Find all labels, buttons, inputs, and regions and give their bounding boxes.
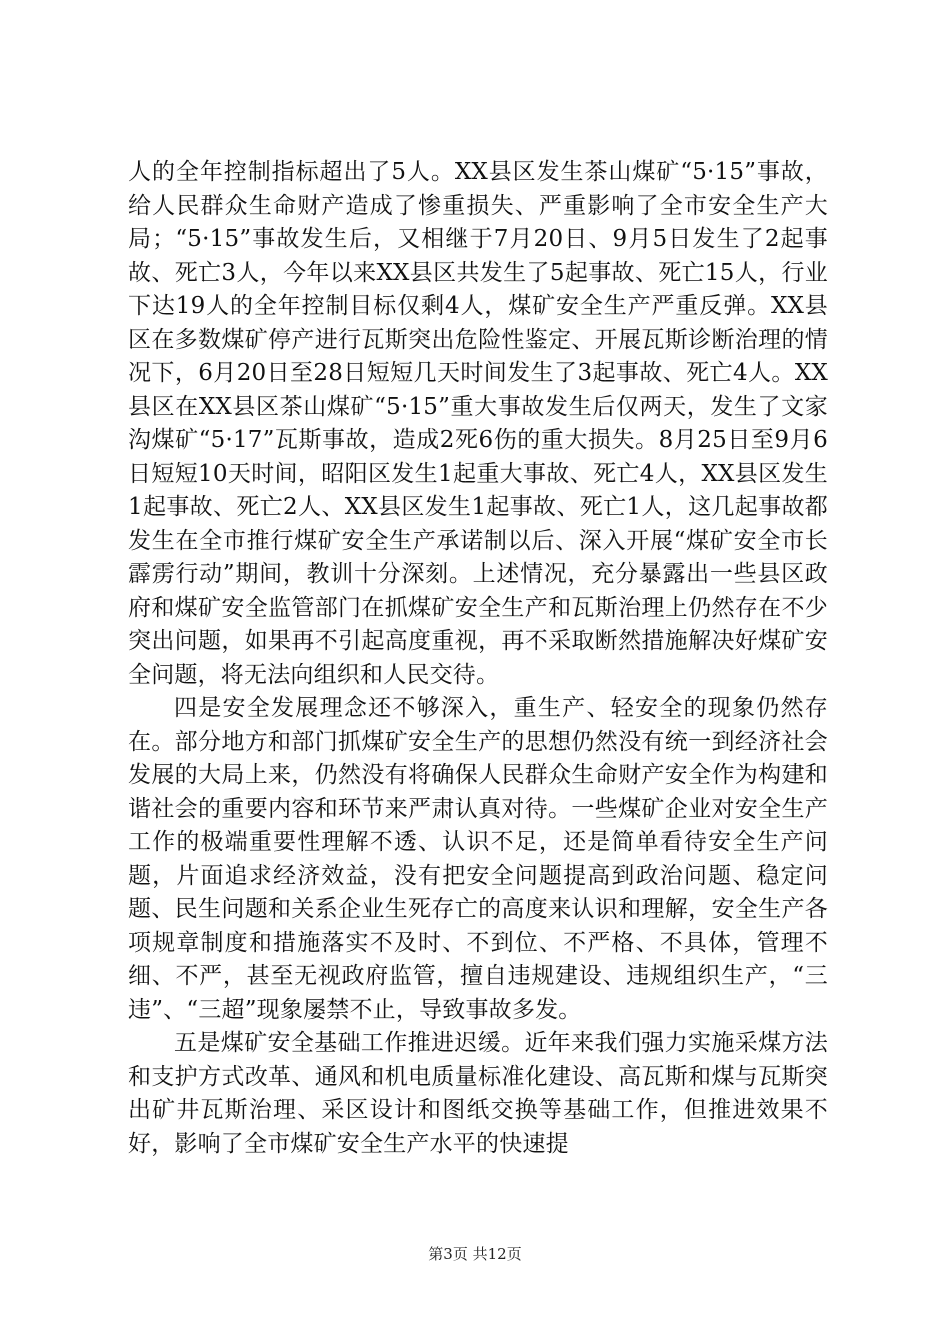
page-footer: 第3页 共12页 (428, 1245, 522, 1263)
paragraph-1: 人的全年控制指标超出了5人。XX县区发生茶山煤矿“5·15”事故，给人民群众生命财产造成了惨重损失、严重影响了全市安全生产大局；“5·15”事故发生后，又相继于7月20日、9月5日发生了2起事故、死亡3人，今年以来XX县区共发生了5起事故、死亡15人，行业下达19人的全年控制目标仅剩4人，煤矿安全生产严重反弹。XX县区在多数煤矿停产进行瓦斯突出危险性鉴定、开展瓦斯诊断治理的情况下，6月20日至28日短短几天时间发生了3起事故、死亡4人。XX县区在XX县区茶山煤矿“5·15”重大事故发生后仅两天，发生了文家沟煤矿“5·17”瓦斯事故，造成2死6伤的重大损失。8月25日至9月6日短短10天时间，昭阳区发生1起重大事故、死亡4人，XX县区发生1起事故、死亡2人、XX县区发生1起事故、死亡1人，这几起事故都发生在全市推行煤矿安全生产承诺制以后、深入开展“煤矿安全市长霹雳行动”期间，教训十分深刻。上述情况，充分暴露出一些县区政府和煤矿安全监管部门在抓煤矿安全生产和瓦斯治理上仍然存在不少突出问题，如果再不引起高度重视，再不采取断然措施解决好煤矿安全问题，将无法向组织和人民交待。 (128, 159, 828, 688)
paragraph-2: 四是安全发展理念还不够深入，重生产、轻安全的现象仍然存在。部分地方和部门抓煤矿安全生产的思想仍然没有统一到经济社会发展的大局上来，仍然没有将确保人民群众生命财产安全作为构建和谐社会的重要内容和环节来严肃认真对待。一些煤矿企业对安全生产工作的极端重要性理解不透、认识不足，还是简单看待安全生产问题，片面追求经济效益，没有把安全问题提高到政治问题、稳定问题、民生问题和关系企业生死存亡的高度来认识和理解，安全生产各项规章制度和措施落实不及时、不到位、不严格、不具体，管理不细、不严，甚至无视政府监管，擅自违规建设、违规组织生产，“三违”、“三超”现象屡禁不止，导致事故多发。 (128, 695, 828, 1023)
paragraph-3: 五是煤矿安全基础工作推进迟缓。近年来我们强力实施采煤方法和支护方式改革、通风和机电质量标准化建设、高瓦斯和煤与瓦斯突出矿井瓦斯治理、采区设计和图纸交换等基础工作，但推进效果不好，影响了全市煤矿安全生产水平的快速提 (128, 1030, 828, 1157)
document-body (128, 156, 828, 1161)
